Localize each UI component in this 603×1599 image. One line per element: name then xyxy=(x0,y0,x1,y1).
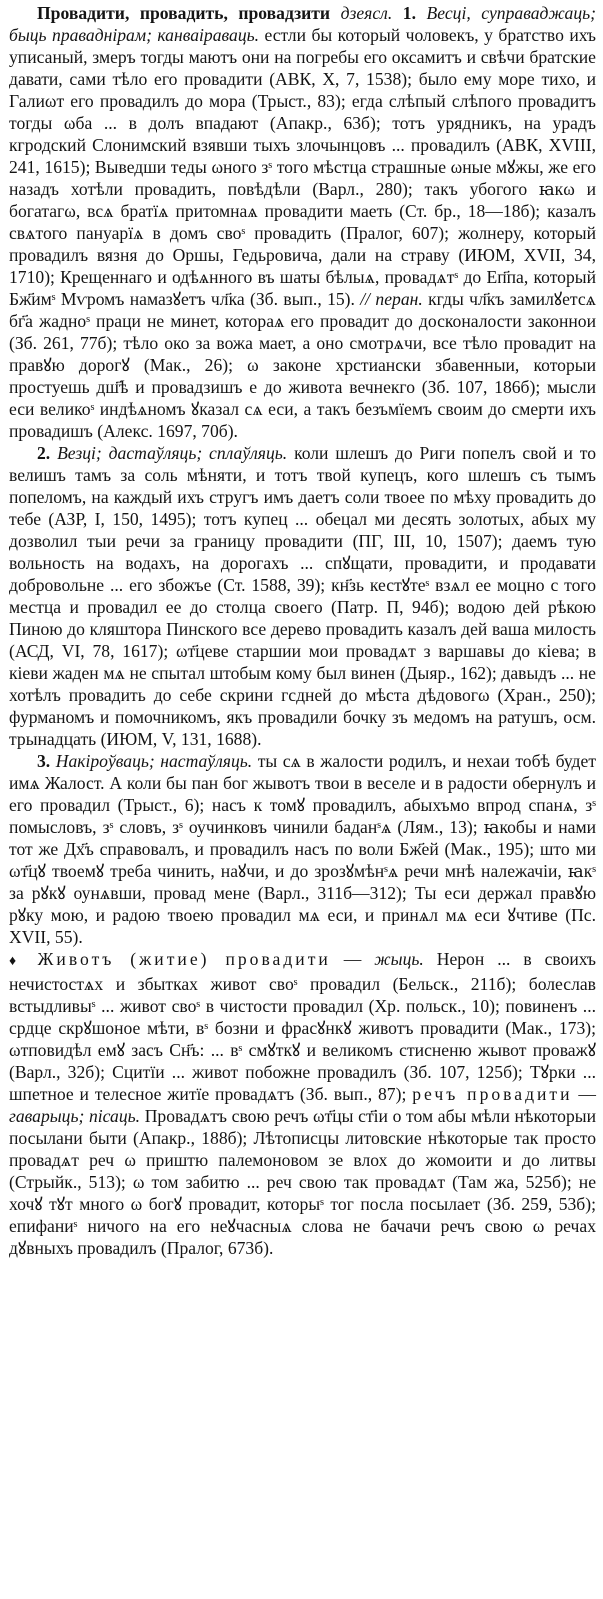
phrase-citations: Нерон ... в своихъ нечистостѧх и збытках живот своˢ провадил (Бельск., 211б); болеслав встыдливыˢ ... живот своˢ в чистости провадил (Хр. польск., 10); повиненъ ... срдце скрꙋшоное мѣти, вˢ бозни и фрасꙋнкꙋ животъ провадити (Мак., 173); ωтповидѣл емꙋ засъ Сн҃ъ: ... вˢ смꙋткꙋ и великомъ стисненю жывот проважꙋ (Варл., 32б); Сцитїи ... живот побожне провадилъ (Зб. 107, 125б); Тꙋрки ... шпетное и телесное житїе провадѧтъ (Зб. вып., 87); xyxy=(9,949,597,1104)
headword: Провадити, провадить, провадзити xyxy=(37,3,331,23)
sense-number: 3. xyxy=(37,751,51,771)
phrase-gloss: гаварыць; пісаць. xyxy=(9,1106,141,1126)
sense-gloss: Везці; дастаўляць; сплаўляць. xyxy=(57,443,288,463)
sense-1 xyxy=(9,2,596,442)
sense-number: 1. xyxy=(402,3,416,23)
part-of-speech: дзеясл. xyxy=(340,3,393,23)
sense-3 xyxy=(9,750,596,948)
phrase-block: ♦ Животъ (житие) провадити — жыць. Нерон ... в своихъ нечистостѧх и збытках живот своˢ провадил (Бельск., 211б); болеслав встыдливыˢ ... живот своˢ в чистости провадил (Хр. польск., 10); повиненъ ... срдце скрꙋшоное мѣти, вˢ бозни и фрасꙋнкꙋ животъ провадити (Мак., 173); ωтповидѣл емꙋ засъ Сн҃ъ: ... вˢ смꙋткꙋ и великомъ стисненю жывот проважꙋ (Варл., 32б); Сцитїи ... живот побожне провадилъ (Зб. 107, 125б); Тꙋрки ... шпетное и телесное житїе провадѧтъ (Зб. вып., 87); речъ провадити — гаварыць; пісаць. Провадѧтъ свою речъ ωт҃цы ст҃іи о том абы мѣли нѣкоторыи посылани быти (Апакр., 188б); Лѣтописцы литовские нѣкоторые так просто провадѧт реч ω приштю палемоновом зе влох до жомоити и до литвы (Стрыйк., 513); ω том забитю ... реч свою так провадѧт (Там жа, 525б); не хочꙋ тꙋт много ω богꙋ провадит, которыˢ тог посла посылает (Зб. 259, 53б); епифаниˢ ничого на его неꙋчасныѧ слова не бачачи речъ свою ω речах дꙋвныхъ провадилъ (Пралог, 673б). xyxy=(9,949,597,1258)
sense-citations: естли бы который чоловекъ, у братство ихъ уписаный, змеръ тогды маютъ они на погребы его оксамитъ и свѣчи братские давати, сами тѣло его провадити (АВК, X, 7, 1538); было ему море тихо, и Галиωт его провадилъ до мора (Трыст., 83); егда слѣпый слѣпого провадитъ тогды ωба ... в долъ впадают (Апакр., 63б); тотъ урядникъ, на урадъ кгродский Слонимский взявши тыхъ злочынцовъ ... провадилъ (АВК, XVIII, 241, 1615); Выведши теды ωного зˢ того мѣстца страшные ωные мꙋжы, же его назадъ хотѣли провадить, повѣдѣли (Варл., 280); такъ убогого ꙗкω и богатагω, всѧ братїѧ притомнаѧ провадити маеть (Ст. бр., 18—18б); казалъ свѧтого пануарїѧ в домъ своˢ провадить (Пралог, 607); жолнеру, который провадилъ вязня до Оршы, Гедьровича, дали на страву (ИЮМ, XVII, 34, 1710); Крещеннаго и одѣѧнного въ шаты бѣлыѧ, провадѧтˢ до Еп҃па, который Бж҃имˢ Мѵромъ намазꙋетъ чл҃ка (Зб. вып., 15). xyxy=(9,25,596,309)
sense-gloss: Накіроўваць; настаўляць. xyxy=(55,751,253,771)
phrase-title: Животъ (житие) провадити xyxy=(37,949,331,969)
sense-citations: ты сѧ в жалости родилъ, и нехаи тобѣ будет имѧ Жалост. А коли бы пан бог жывотъ твои в веселе и в радости обернулъ и его провадил (Трыст., 6); насъ к томꙋ провадилъ, абыхъмо впрод спанѧ, зˢ помысловъ, зˢ словъ, зˢ оучинковъ чинили баданˢѧ (Лям., 13); ꙗкобы и нами тот же Дх҃ъ справовалъ, и провадилъ насъ по воли Бж҃ей (Мак., 195); што ми ωт҃цꙋ твоемꙋ треба чинить, наꙋчи, и до зрозꙋмѣнˢѧ речи мнѣ належачіи, ꙗкˢ за рꙋкꙋ оунѧвши, провад мене (Варл., 311б—312); Ты еси держал правꙋю рꙋку мою, и радою твоею провадил мѧ еси, и принѧл мѧ еси ꙋчтиве (Пс. XVII, 55). xyxy=(9,751,597,947)
sense-number: 2. xyxy=(37,443,51,463)
figurative-marker: // перан. xyxy=(360,289,423,309)
sense-citations: коли шлешъ до Риги попелъ свой и то велишъ тамъ за соль мѣняти, и тотъ твой купецъ, кого шлешъ съ тымъ попеломъ, на каждый ихъ стругъ имъ даетъ соли твоее по мѣху провадить до тебе (АЗР, I, 150, 1495); тотъ купец ... обецал ми десять золотых, абых му дозволил тыи речи за границу провадити (ПГ, III, 10, 1507); даемъ тую вольность на водахъ, на дорогахъ ... спꙋщати, провадити, и продавати добровольне ... его збожъе (Ст. 1588, 39); кн҃зь кестꙋтеˢ взѧл ее моцно с того местца и провадил ее до столца своего (Патр. П, 94б); водою дей рѣкою Пиною до кляштора Пинского все дерево провадить казалъ дей ваша милость (АСД, VI, 78, 1617); ωт҃цеве старшии мои провадѧт з варшавы до кіева; в кіеви жаден мѧ не спытал штобым кому был винен (Дыяр., 162); давыдъ ... не хотѣлъ провадить до себе скрини гсдней до мѣста дѣдовогω (Хран., 250); фурманомъ и помочникомъ, якъ провадили бочку зъ медомъ на ратушъ, осм. трынадцать (ИЮМ, V, 131, 1688). xyxy=(9,443,596,749)
sense-gloss: Весці, суправаджаць; быць праваднірам; канваіраваць. xyxy=(9,3,596,45)
figurative-citations: кгды чл҃къ замилꙋетсѧ бг҃а жадноˢ праци не минет, котораѧ его провадит до досконалости законнои (Зб. 261, 77б); тѣло око за вожа мает, а оно смотрѧчи, все тѣло провадит на правꙋю дорогꙋ (Мак., 26); ω законе хрстиански збавенныи, которыи простуешь дш҃ѣ и провадзишъ е до живота вечнекго (Зб. 107, 186б); мысли еси великоˢ индѣѧномъ ꙋказал сѧ еси, а такъ безъмїемъ своим до смерти ихъ провадишъ (Алекс. 1697, 70б). xyxy=(9,289,596,441)
diamond-marker: ♦ xyxy=(9,954,25,969)
phrase-gloss: жыць. xyxy=(374,949,424,969)
phrase-title: речъ провадити xyxy=(412,1084,573,1104)
sense-2 xyxy=(9,442,596,750)
phrase-citations: Провадѧтъ свою речъ ωт҃цы ст҃іи о том абы мѣли нѣкоторыи посылани быти (Апакр., 188б); Лѣтописцы литовские нѣкоторые так просто провадѧт реч ω приштю палемоновом зе влох до жомоити и до литвы (Стрыйк., 513); ω том забитю ... реч свою так провадѧт (Там жа, 525б); не хочꙋ тꙋт много ω богꙋ провадит, которыˢ тог посла посылает (Зб. 259, 53б); епифаниˢ ничого на его неꙋчасныѧ слова не бачачи речъ свою ω речах дꙋвныхъ провадилъ (Пралог, 673б). xyxy=(9,1106,596,1258)
